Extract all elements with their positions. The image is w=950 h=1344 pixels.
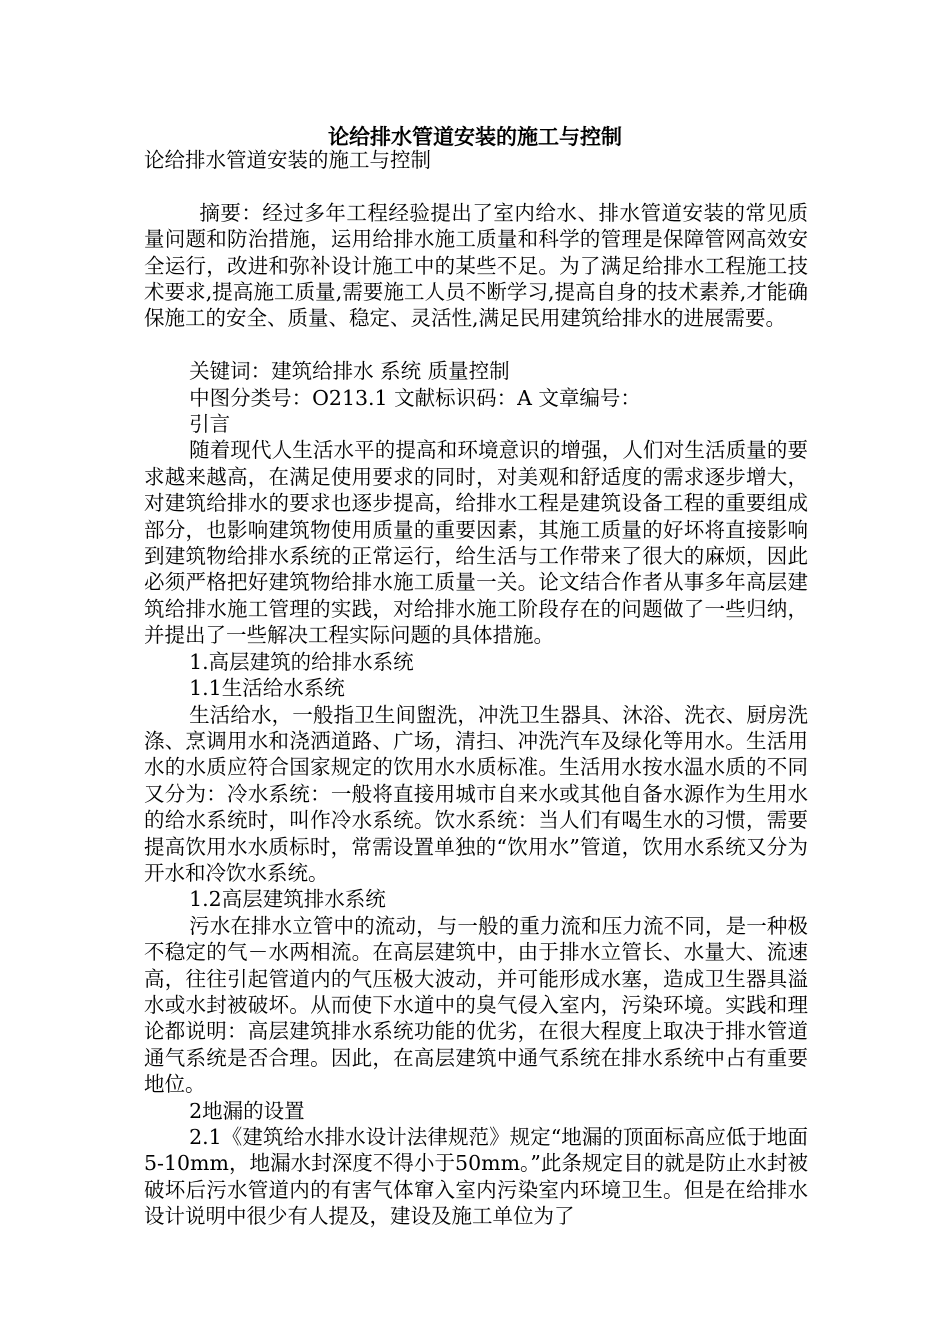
section-1-2-heading: 1.2高层建筑排水系统 xyxy=(189,887,386,912)
section-1-1-paragraph: 生活给水，一般指卫生间盥洗，冲洗卫生器具、沐浴、洗衣、厨房洗涤、烹调用水和浇洒道路、广场，清扫、冲洗汽车及绿化等用水。生活用水的水质应符合国家规定的饮用水水质标准。生活用水按水温水质的不同又分为：冷水系统：一般将直接用城市自来水或其他自备水源作为生用水的给水系统时，叫作冷水系统。饮水系统：当人们有喝生水的习惯，需要提高饮用水水质标时，常需设置单独的“饮用水”管道，饮用水系统又分为开水和冷饮水系统。 xyxy=(144,702,808,885)
section-1-2-paragraph: 污水在排水立管中的流动，与一般的重力流和压力流不同，是一种极不稳定的气－水两相流。在高层建筑中，由于排水立管长、水量大、流速高，往往引起管道内的气压极大波动，并可能形成水塞，造成卫生器具溢水或水封被破坏。从而使下水道中的臭气侵入室内，污染环境。实践和理论都说明：高层建筑排水系统功能的优劣，在很大程度上取决于排水管道通气系统是否合理。因此，在高层建筑中通气系统在排水系统中占有重要地位。 xyxy=(144,913,808,1097)
document-title: 论给排水管道安装的施工与控制 xyxy=(328,125,622,149)
intro-paragraph: 随着现代人生活水平的提高和环境意识的增强，人们对生活质量的要求越来越高，在满足使用要求的同时，对美观和舒适度的需求逐步增大，对建筑给排水的要求也逐步提高，给排水工程是建筑设备工程的重要组成部分，也影响建筑物使用质量的重要因素，其施工质量的好坏将直接影响到建筑物给排水系统的正常运行，给生活与工作带来了很大的麻烦，因此必须严格把好建筑物给排水施工质量一关。论文结合作者从事多年高层建筑给排水施工管理的实践，对给排水施工阶段存在的问题做了一些归纳，并提出了一些解决工程实际问题的具体措施。 xyxy=(144,438,808,648)
section-2-heading: 2地漏的设置 xyxy=(189,1098,305,1123)
document-body xyxy=(144,147,808,1230)
classification-line: 中图分类号：O213.1 文献标识码：A 文章编号： xyxy=(189,385,641,410)
abstract-paragraph: 摘要：经过多年工程经验提出了室内给水、排水管道安装的常见质量问题和防治措施，运用给排水施工质量和科学的管理是保障管网高效安全运行，改进和弥补设计施工中的某些不足。为了满足给排水工程施工技术要求,提高施工质量,需要施工人员不断学习,提高自身的技术素养,才能确保施工的安全、质量、稳定、灵活性,满足民用建筑给排水的进展需要。 xyxy=(144,200,808,331)
intro-heading: 引言 xyxy=(189,412,231,437)
blank-line xyxy=(144,332,808,358)
document-subtitle: 论给排水管道安装的施工与控制 xyxy=(144,148,431,172)
section-1-heading: 1.高层建筑的给排水系统 xyxy=(189,649,414,674)
section-1-1-heading: 1.1生活给水系统 xyxy=(189,676,345,701)
blank-line xyxy=(144,173,808,199)
keywords-line: 关键词：建筑给排水 系统 质量控制 xyxy=(189,359,510,384)
section-2-1-paragraph: 2.1《建筑给水排水设计法律规范》规定“地漏的顶面标高应低于地面5-10mm，地漏水封深度不得小于50mm。”此条规定目的就是防止水封被破坏后污水管道内的有害气体窜入室内污染室内环境卫生。但是在给排水设计说明中很少有人提及，建设及施工单位为了 xyxy=(144,1125,808,1229)
